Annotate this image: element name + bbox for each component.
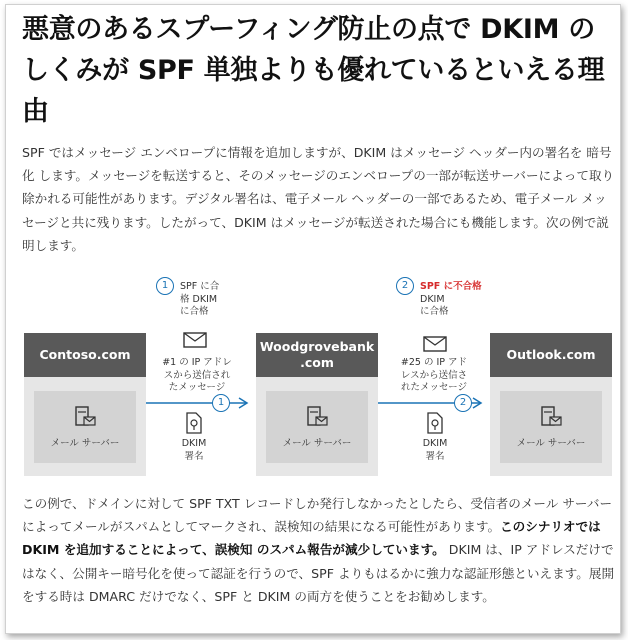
mail-server-icon [539, 405, 563, 429]
status-line: に合格 [420, 306, 449, 317]
status-line: に合格 [180, 306, 209, 317]
envelope-icon [423, 336, 447, 352]
step-1-status [180, 281, 219, 319]
status-line: DKIM [420, 293, 445, 305]
step-2-badge: 2 [396, 277, 414, 295]
server-body [500, 391, 602, 463]
server-body [34, 391, 136, 463]
message-line: #25 の IP アド [400, 357, 468, 368]
server-woodgrovebank [256, 333, 378, 476]
dkim-line: 署名 [184, 450, 204, 462]
message-line: スから送信され [163, 369, 231, 381]
server-label: メール サーバー [282, 438, 352, 449]
status-line: 格 DKIM [180, 293, 218, 305]
step-2-dkim [413, 438, 457, 463]
conclusion-bold-text: このシナリオでは DKIM を追加することによって、誤検知 のスパム報告が減少しています。 [22, 519, 601, 558]
server-name: Contoso.com [24, 333, 146, 377]
message-line: レスから送信さ [400, 369, 468, 381]
message-line: れたメッセージ [401, 382, 467, 393]
server-outlook [490, 333, 612, 476]
message-line: #1 の IP アドレ [162, 357, 232, 368]
server-name: Woodgrovebank .com [256, 333, 378, 377]
dkim-line: 署名 [425, 450, 445, 462]
server-label: メール サーバー [516, 438, 586, 449]
article-title: 悪意のあるスプーフィング防止の点で DKIM のしくみが SPF 単独よりも優れているといえる理由 [22, 14, 605, 127]
server-body [266, 391, 368, 463]
dkim-line: DKIM [422, 438, 448, 449]
server-name: Outlook.com [490, 333, 612, 377]
dkim-forwarding-diagram [6, 275, 628, 475]
step-2-message [392, 357, 476, 395]
step-2-arrow-badge: 2 [454, 394, 472, 412]
step-1-message [156, 357, 238, 395]
step-1-arrow-badge: 1 [212, 394, 230, 412]
dkim-signature-icon [425, 411, 445, 435]
step-1-badge: 1 [156, 277, 174, 295]
status-line: SPF に合 [180, 281, 220, 292]
message-line: たメッセージ [168, 382, 226, 393]
envelope-icon [183, 332, 207, 348]
mail-server-icon [73, 405, 97, 429]
conclusion-paragraph [22, 492, 616, 608]
dkim-signature-icon [184, 411, 204, 435]
step-2-status [420, 281, 482, 319]
article-frame [5, 4, 621, 634]
mail-server-icon [305, 405, 329, 429]
status-fail: SPF に不合格 [420, 281, 482, 292]
conclusion-text-1: この例で、ドメインに対して SPF TXT レコードしか発行しなかったとしたら、受信者のメール サーバーによってメールがスパムとしてマークされ、誤検知の結果になる可能性があります。 [22, 496, 613, 535]
dkim-line: DKIM [181, 438, 207, 449]
server-contoso [24, 333, 146, 476]
step-1-dkim [172, 438, 216, 463]
intro-paragraph: SPF ではメッセージ エンベロープに情報を追加しますが、DKIM はメッセージ ヘッダー内の署名を 暗号化 します。メッセージを転送すると、そのメッセージのエンベロープの一部が転送サーバーによって取り除かれる可能性があります。デジタル署名は、電子メール ヘッダーの一部であるため、電子メール メッセージと共に残ります。したがって、DKIM はメッセージが転送された場合にも機能します。次の例で説明します。 [22, 145, 615, 253]
server-label: メール サーバー [50, 438, 120, 449]
conclusion-text-2: DKIM は、IP アドレスだけではなく、公開キー暗号化を使って認証を行うので、SPF よりもはるかに強力な認証形態といえます。展開をする時は DMARC だけでなく、SPF と DKIM の両方を使うことをお勧めします。 [22, 542, 615, 604]
